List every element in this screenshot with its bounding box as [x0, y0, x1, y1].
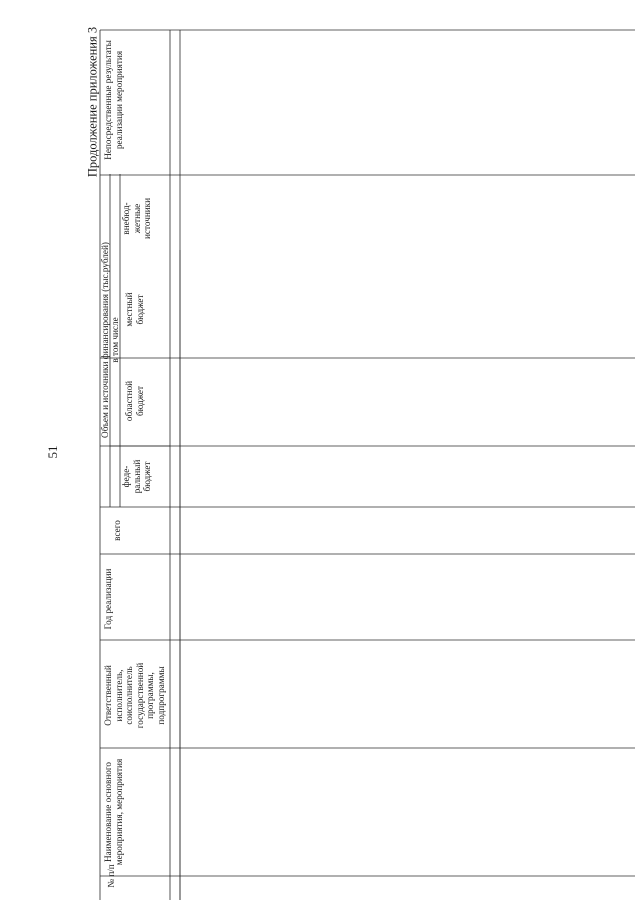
hdr-local: местный бюджет: [124, 292, 145, 327]
hdr-executor: Ответственный исполнитель, соисполнитель государственной программы, подпрограммы: [103, 662, 166, 729]
hdr-name: Наименование основного мероприятия, мероприятия: [103, 758, 124, 866]
hdr-extra: внебюд- жетные источники: [121, 197, 152, 240]
hdr-federal: феде- ральный бюджет: [121, 459, 152, 494]
hdr-year: Год реализации: [103, 568, 113, 630]
continuation-rotated: Продолжение приложения 3: [85, 26, 100, 178]
hdr-results: Непосредственные результаты реализации мероприятия: [103, 40, 124, 160]
hdr-total: всего: [112, 520, 122, 541]
hdr-no: № п/п: [106, 864, 116, 888]
hdr-finance: Объем и источники финансирования (тыс.рублей): [100, 242, 110, 438]
hdr-including: в том числе: [110, 317, 120, 363]
page-number-rotated: 51: [45, 445, 60, 459]
hdr-regional: областной бюджет: [124, 380, 145, 422]
